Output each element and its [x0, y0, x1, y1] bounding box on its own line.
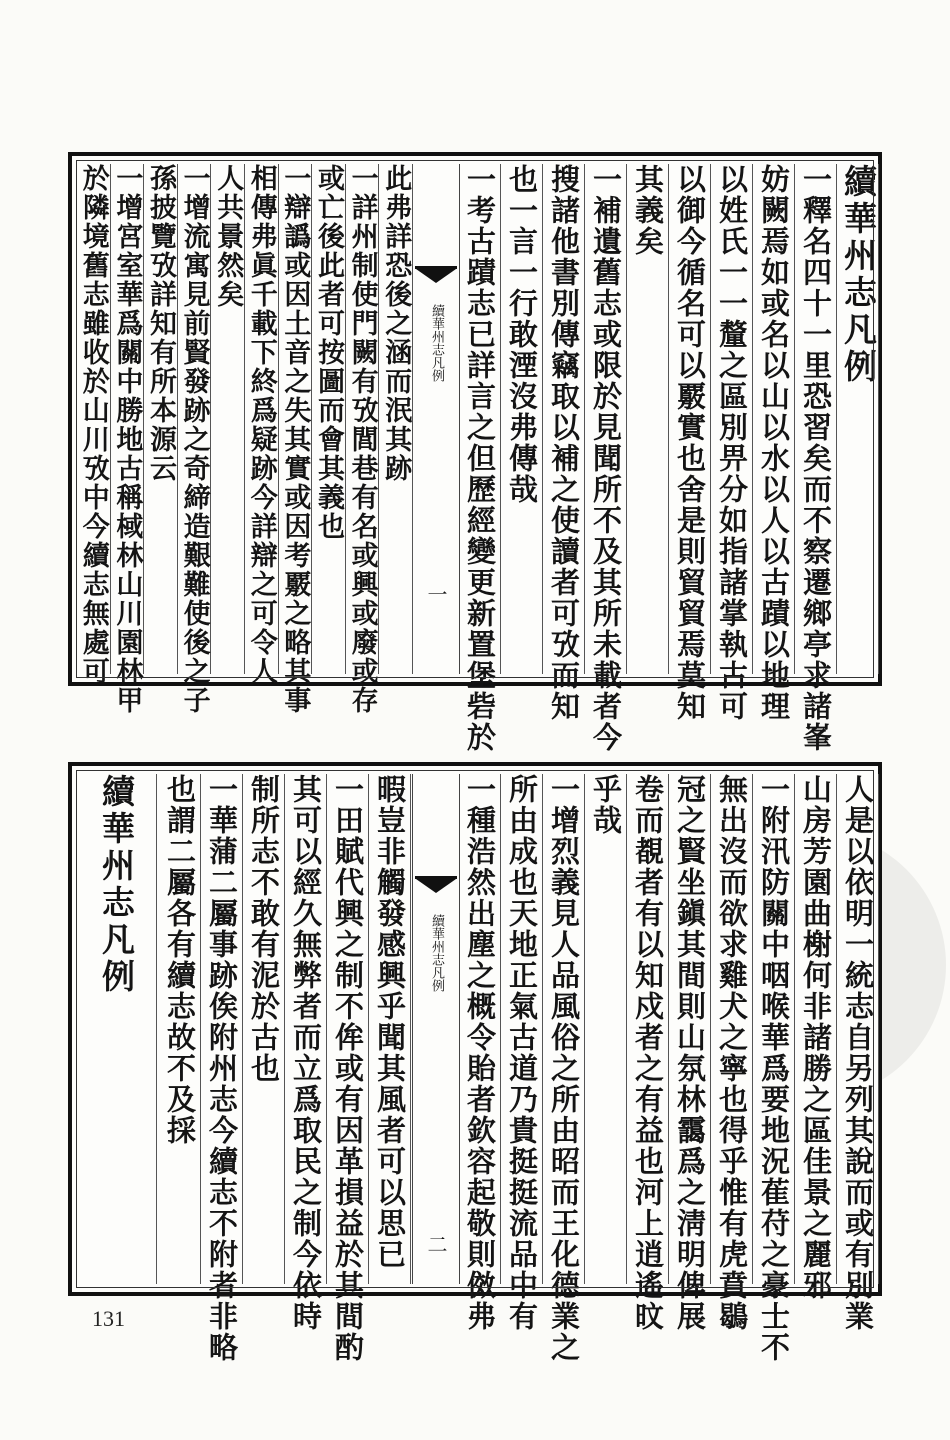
text-column: 人是以依明一統志自另列其說而或有別業	[838, 774, 879, 1284]
leaf-number: 一	[424, 584, 448, 606]
text-column: 一考古蹟志已詳言之但歷經變更新置堡砦於	[460, 164, 501, 674]
text-column: 一辯譌或因土音之失其實或因考覈之略其事	[279, 164, 311, 715]
text-column: 以姓氏一一釐之區別畀分如指諸掌執古可	[712, 164, 753, 674]
text-column: 一補遺舊志或限於見聞所不及其所未載者今	[586, 164, 627, 674]
fold-center-strip	[412, 164, 460, 674]
text-column: 人共㬌然矣	[210, 164, 245, 674]
text-column: 所由成也天地正氣古道乃貴挺挺流品中有	[502, 774, 543, 1284]
bottom-title-column	[76, 774, 157, 1284]
text-column: 一增流寓見前賢發跡之奇締造艱難使後之子	[178, 164, 210, 715]
leaf-number: 二	[424, 1234, 448, 1256]
top-page-block	[68, 152, 882, 753]
text-column: 卷而覩者有以知戍者之有益也河上逍遙旼	[628, 774, 669, 1284]
text-column: 一詳州制使門闕有攷閭巷有名或興或廢或存	[346, 164, 378, 715]
fishtail-mark	[415, 266, 457, 299]
text-column: 搜諸他書別傳竊取以補之使讀者可攷而知	[544, 164, 585, 674]
text-column: 無出沒而欲求雞犬之寧也得乎惟有虎賁鶡	[712, 774, 753, 1284]
text-column: 其可以經久無弊者而立爲取民之制今依時	[286, 774, 327, 1284]
text-column: 一釋名四十一里恐習矣而不察遷鄉亭求諸峯	[796, 164, 837, 674]
text-column: 暇豈非觸發感興乎聞其風者可以思已	[370, 774, 411, 1284]
center-label: 續華州志凡例	[429, 914, 444, 992]
text-column: 一種浩然出塵之概令貽者欽容起敬則傚弗	[460, 774, 501, 1284]
text-column: 其義矣	[628, 164, 669, 674]
text-column: 冠之賢坐鎭其間則山氛林靄爲之淸明俾展	[670, 774, 711, 1284]
fishtail-mark	[415, 876, 457, 909]
text-column: 一附汛防關中咽喉華爲要地況萑苻之豪士不	[754, 774, 795, 1284]
text-column: 乎哉	[586, 774, 627, 1284]
text-column: 一華蒲二屬事跡俟附州志今續志不附者非略	[202, 774, 243, 1284]
text-column: 山房芳園曲榭何非諸勝之區佳景之麗邪	[796, 774, 837, 1284]
page-number: 131	[92, 1306, 125, 1331]
text-column: 也一言一行敢湮沒弗傳哉	[502, 164, 543, 674]
text-column: 也謂二屬各有續志故不及採	[160, 774, 201, 1284]
text-column: 妨闕焉如或名以山以水以人以古蹟以地理	[754, 164, 795, 674]
text-column: 孫披覽攷詳知有所本源云	[143, 164, 178, 674]
text-column: 此弗詳恐後之涵而泯其跡	[378, 164, 413, 674]
text-column: 或亡後此者可按圖而會其義也	[311, 164, 346, 674]
text-column: 以御今循名可以覈實也舍是則貿貿焉莫知	[670, 164, 711, 674]
text-column: 一增烈義見人品風俗之所由昭而王化德業之	[544, 774, 585, 1284]
bottom-page-title: 續華州志凡例	[97, 774, 136, 996]
top-page-title: 續華州志凡例	[839, 164, 878, 386]
text-column: 一增宮室華爲關中勝地古稱棫林山川園林甲	[111, 164, 143, 715]
fold-center-strip	[412, 774, 460, 1284]
text-column: 相傳弗眞千載下終爲疑跡今詳辯之可令人	[245, 164, 277, 686]
text-column: 制所志不敢有泥於古也	[244, 774, 285, 1284]
text-column: 於隣境舊志雖收於山川攷中今續志無處可	[77, 164, 109, 686]
text-column: 一田賦代興之制不侔或有因革損益於其間酌	[328, 774, 369, 1284]
center-label: 續華州志凡例	[429, 304, 444, 382]
top-title-column	[838, 164, 879, 674]
